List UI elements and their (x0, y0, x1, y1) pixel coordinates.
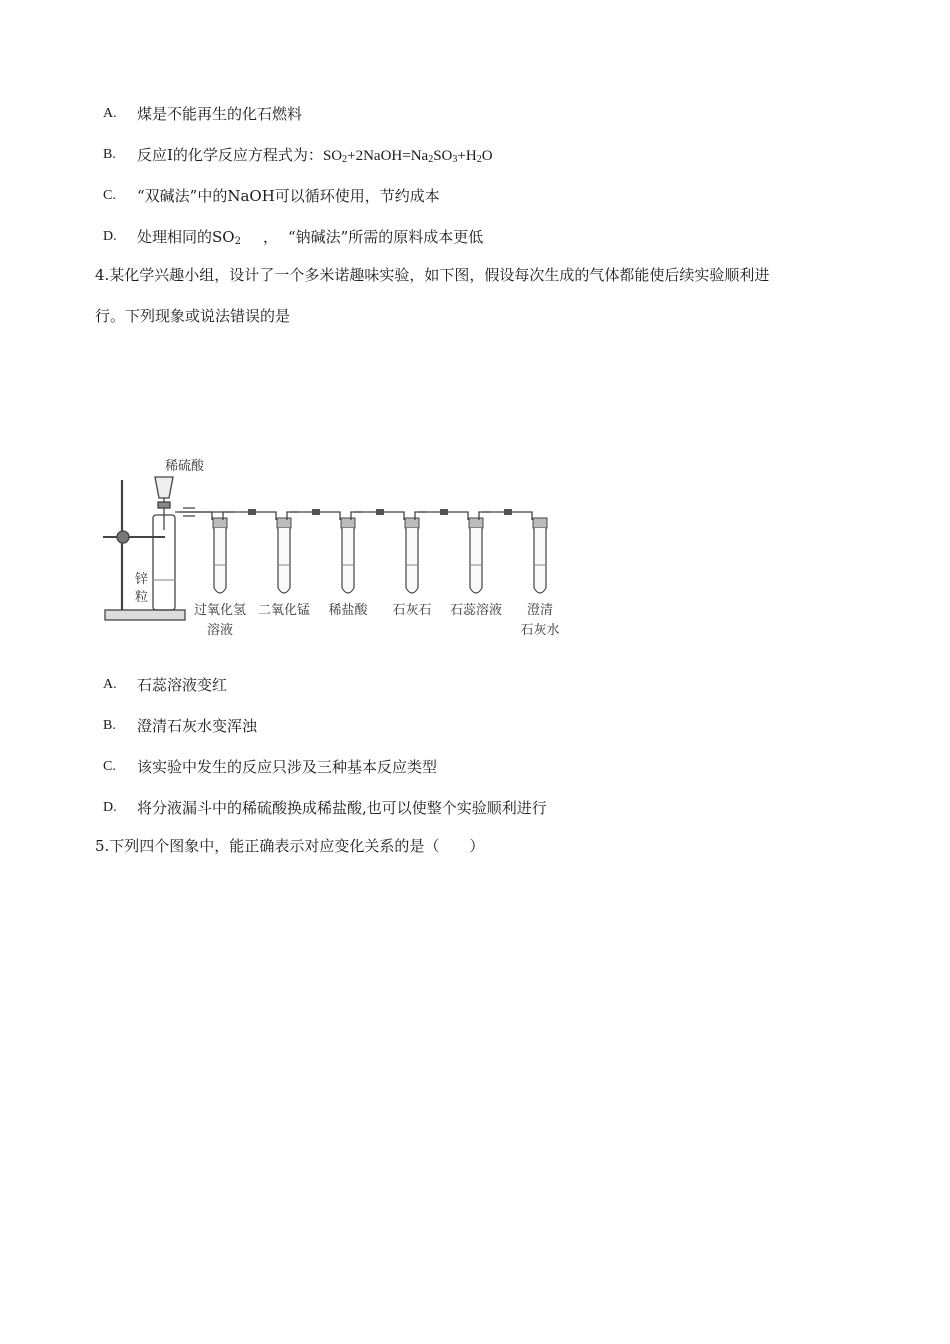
tube-label: 石灰石 (392, 603, 432, 618)
option-text (137, 145, 493, 166)
rubber-stopper (469, 518, 483, 528)
tube-clip (504, 509, 512, 515)
option-letter: B. (103, 147, 116, 162)
chemical-equation: $SO_2+2NaOH=Na_2SO_3+H_2O$ (322, 148, 493, 165)
tube-label-line2: 溶液 (206, 623, 234, 638)
stand-base (105, 610, 185, 620)
option-letter: B. (103, 718, 116, 733)
tube-labels (194, 602, 560, 638)
separatory-funnel (155, 477, 173, 498)
rubber-stopper (277, 518, 291, 528)
option-text: 处理相同的$SO_2$ ， “钠碱法”所需的原料成本更低 (137, 228, 484, 247)
test-tube (534, 528, 546, 593)
rubber-stopper (533, 518, 547, 528)
option-text: 该实验中发生的反应只涉及三种基本反应类型 (137, 758, 438, 776)
rubber-stopper (405, 518, 419, 528)
option-text: 将分液漏斗中的稀硫酸换成稀盐酸,也可以使整个实验顺利进行 (137, 799, 547, 817)
tube-label: 稀盐酸 (328, 603, 368, 618)
option-letter: A. (103, 106, 117, 121)
tube-label: 二氧化锰 (257, 603, 311, 618)
clamp-knob (117, 531, 129, 543)
option-letter: C. (103, 759, 116, 774)
q5-stem: 5.下列四个图象中，能正确表示对应变化关系的是（ ） (95, 837, 485, 855)
tube-label: 石蕊溶液 (449, 603, 503, 618)
apparatus-diagram (95, 440, 595, 650)
test-tube (406, 528, 418, 593)
test-tube (214, 528, 226, 593)
experiment-figure (95, 440, 595, 650)
tube-clip (376, 509, 384, 515)
tube-label: 澄清 (526, 603, 554, 618)
option-text: 澄清石灰水变浑浊 (137, 717, 258, 735)
test-tube-chain (180, 509, 547, 593)
tube-clip (248, 509, 256, 515)
test-tube (278, 528, 290, 593)
zinc-label-1: 锌 (135, 572, 149, 587)
funnel-stopcock (158, 502, 170, 508)
tube-label: 过氧化氢 (193, 603, 247, 618)
rubber-stopper (341, 518, 355, 528)
q4-stem-line2: 行。下列现象或说法错误的是 (95, 307, 291, 325)
tube-clip (312, 509, 320, 515)
test-tube (470, 528, 482, 593)
option-text: “双碱法”中的NaOH可以循环使用，节约成本 (137, 187, 440, 205)
tube-label-line2: 石灰水 (520, 623, 560, 638)
rubber-stopper (213, 518, 227, 528)
funnel-label: 稀硫酸 (165, 459, 205, 474)
option-letter: C. (103, 188, 116, 203)
option-letter: A. (103, 677, 117, 692)
option-text: 煤是不能再生的化石燃料 (137, 105, 303, 123)
tube-clip (440, 509, 448, 515)
q4-stem-line1: 4.某化学兴趣小组，设计了一个多米诺趣味实验，如下图，假设每次生成的气体都能使后续实验顺利进 (95, 266, 770, 284)
option-letter: D. (103, 229, 117, 244)
option-text: 石蕊溶液变红 (137, 676, 228, 694)
option-text-prefix: 反应Ⅰ的化学反应方程式为： (137, 146, 323, 164)
option-letter: D. (103, 800, 117, 815)
zinc-label-2: 粒 (135, 590, 149, 605)
test-tube (342, 528, 354, 593)
